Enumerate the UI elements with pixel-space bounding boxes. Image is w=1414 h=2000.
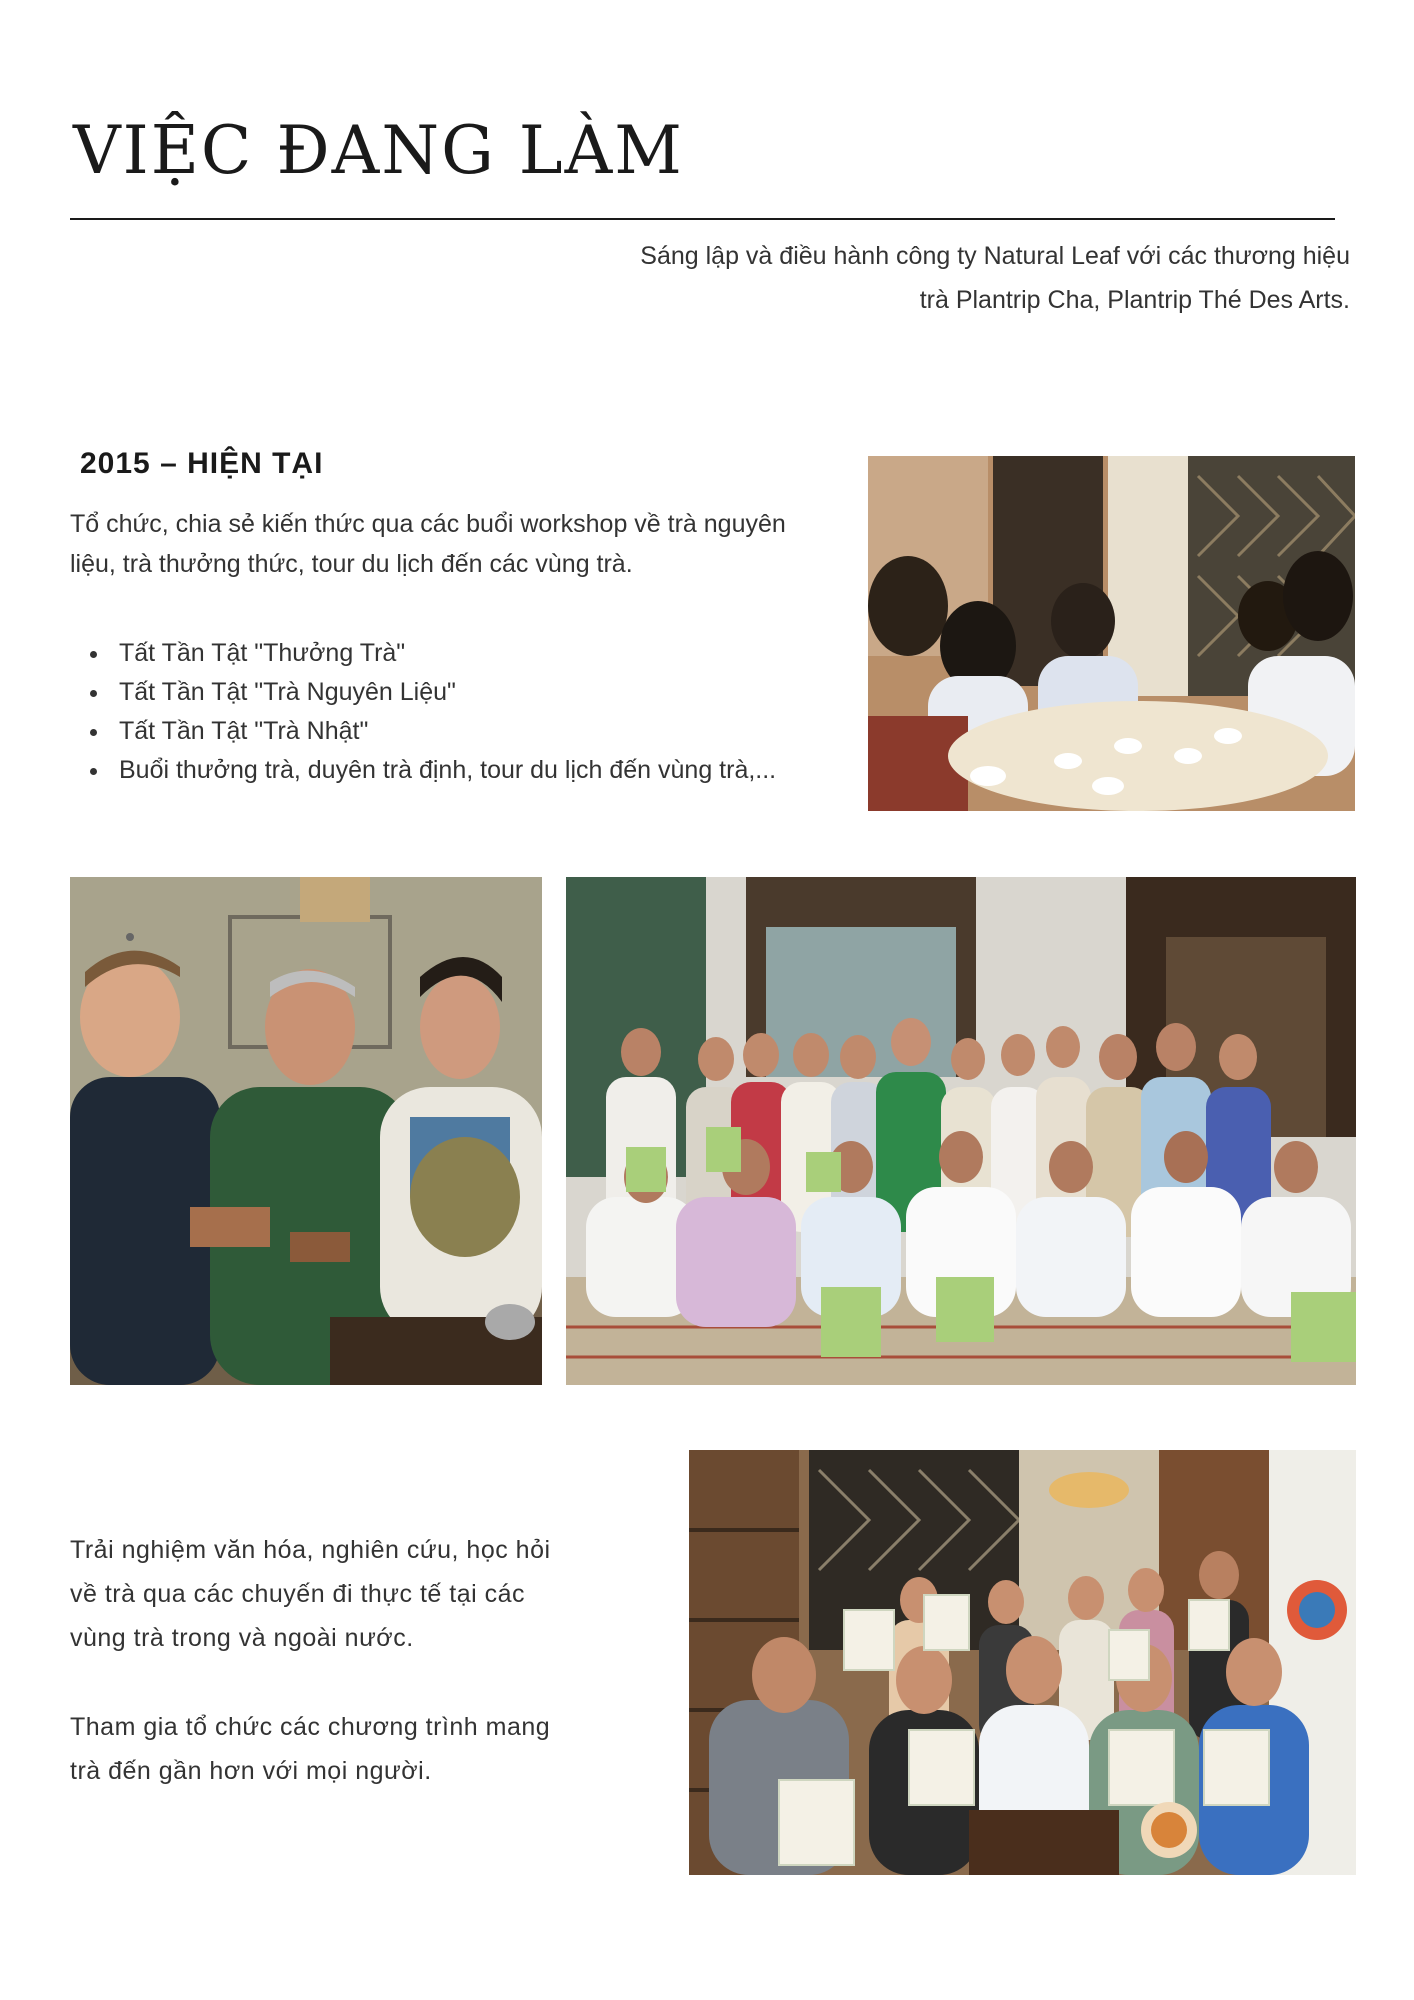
section-description [70,504,850,584]
photo-group-gift-bags [689,1450,1356,1875]
list-item: Tất Tần Tật "Trà Nguyên Liệu" [82,673,862,712]
photo-group-event [566,877,1356,1385]
photo-workshop-table [868,456,1355,811]
intro-line-2: trà Plantrip Cha, Plantrip Thé Des Arts. [919,286,1350,314]
title-divider [70,218,1335,220]
experience-line-2: về trà qua các chuyến đi thực tế tại các [70,1580,526,1608]
description-line-2: liệu, trà thưởng thức, tour du lịch đến các vùng trà. [70,550,633,578]
description-line-1: Tổ chức, chia sẻ kiến thức qua các buổi workshop về trà nguyên [70,510,786,538]
experience-line-3: vùng trà trong và ngoài nước. [70,1624,414,1652]
paragraph-programs [70,1705,595,1793]
intro-text [450,234,1350,322]
page-title: VIỆC ĐANG LÀM [73,112,684,189]
paragraph-experience [70,1528,595,1660]
list-item: Tất Tần Tật "Trà Nhật" [82,712,862,751]
photo-tea-tasting-trio [70,877,542,1385]
period-heading: 2015 – HIỆN TẠI [80,447,324,480]
workshop-list [82,634,862,790]
intro-line-1: Sáng lập và điều hành công ty Natural Leaf với các thương hiệu [640,242,1350,270]
programs-line-2: trà đến gần hơn với mọi người. [70,1757,432,1785]
experience-line-1: Trải nghiệm văn hóa, nghiên cứu, học hỏi [70,1536,551,1564]
list-item: Tất Tần Tật "Thưởng Trà" [82,634,862,673]
programs-line-1: Tham gia tổ chức các chương trình mang [70,1713,551,1741]
list-item: Buổi thưởng trà, duyên trà định, tour du lịch đến vùng trà,... [82,751,862,790]
